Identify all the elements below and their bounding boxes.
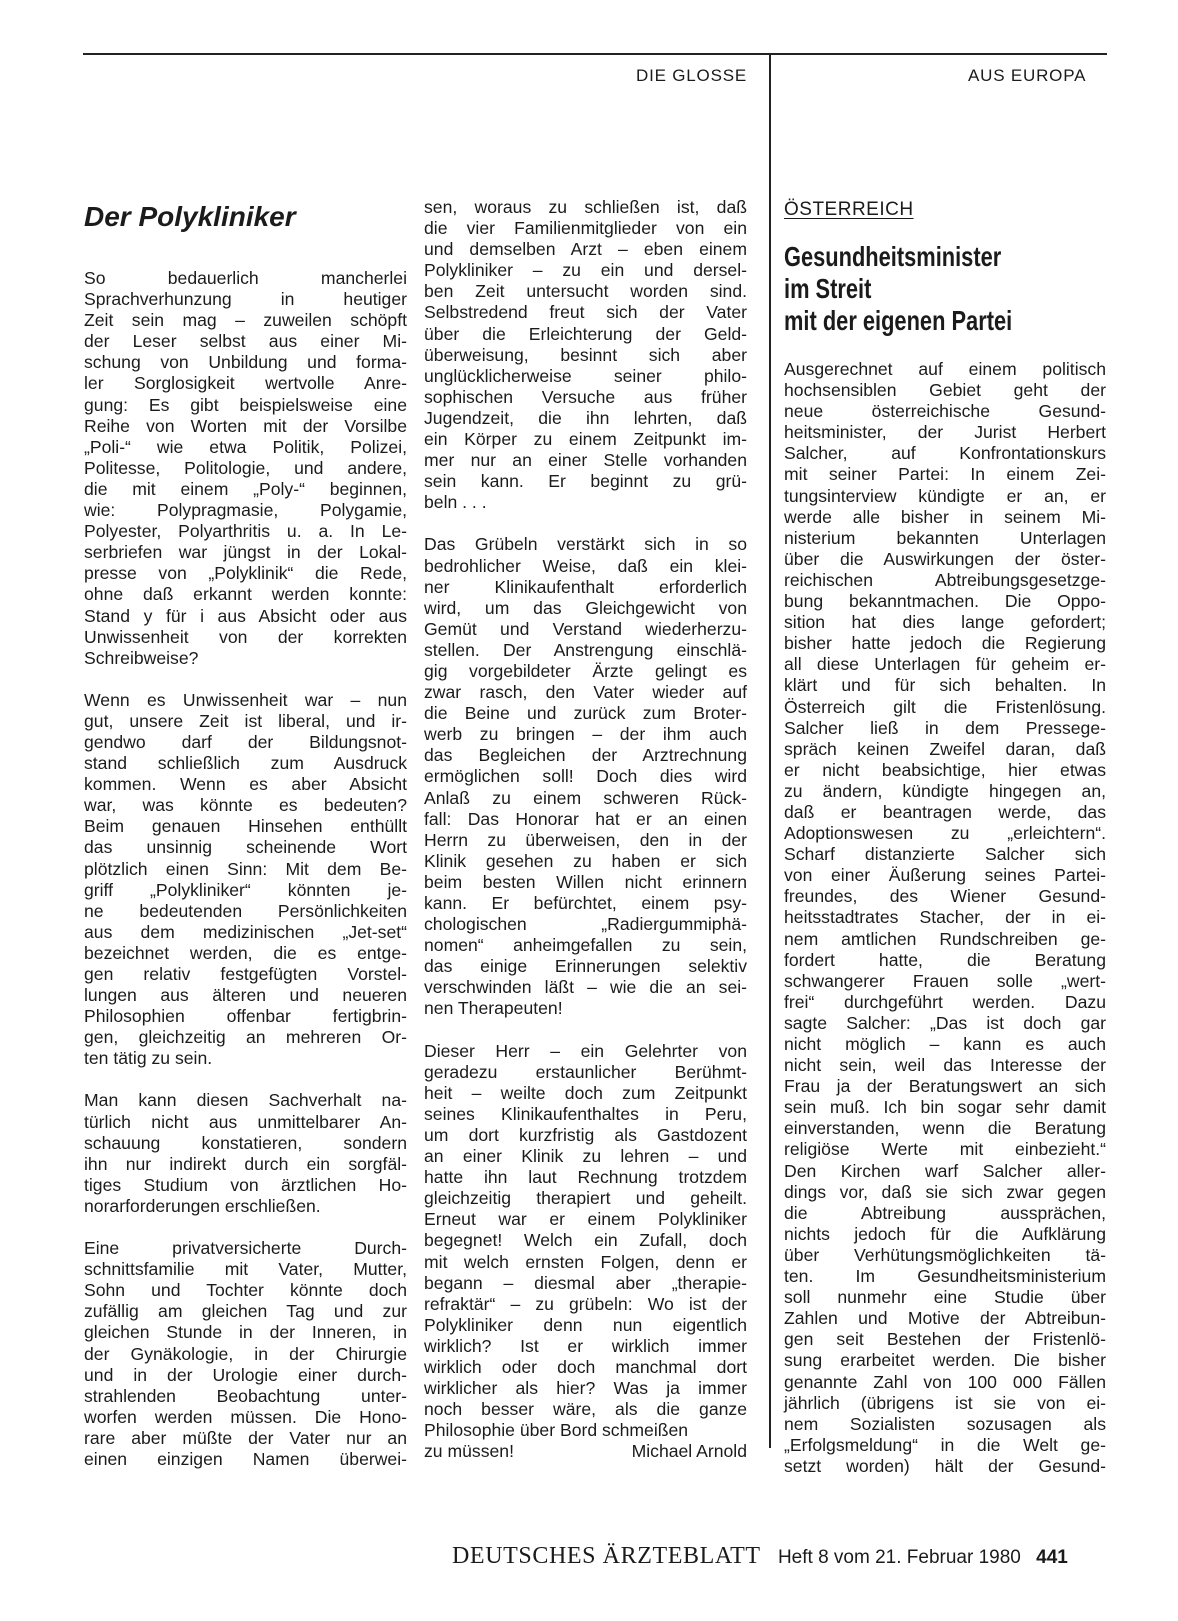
text-line: das Begleichen der Arztrechnung bbox=[424, 745, 747, 766]
text-line: wird, um das Gleichgewicht von bbox=[424, 597, 747, 618]
text-line: die vier Familienmitglieder von ein bbox=[424, 218, 747, 239]
text-line: Selbstredend freut sich der Vater bbox=[424, 302, 747, 323]
text-line: „Poli-“ wie etwa Politik, Polizei, bbox=[84, 436, 407, 457]
text-line: Ausgerechnet auf einem politisch bbox=[784, 359, 1106, 379]
text-line: ten. Im Gesundheitsministerium bbox=[784, 1266, 1106, 1287]
text-line: nicht sein, weil das Interesse der bbox=[784, 1055, 1106, 1076]
text-line: an einer Klinik zu lehren – und bbox=[424, 1146, 747, 1167]
text-line: schauung konstatieren, sondern bbox=[84, 1132, 407, 1153]
text-line: einverstanden, wenn die Beratung bbox=[784, 1118, 1106, 1139]
text-line: ten tätig zu sein. bbox=[84, 1048, 213, 1069]
text-line: der Leser selbst aus einer Mi- bbox=[84, 331, 407, 352]
text-line: hochsensiblen Gebiet geht der bbox=[784, 380, 1106, 401]
text-line: ein Körper zu einem Zeitpunkt im- bbox=[424, 429, 747, 450]
text-line: gleichzeitig therapiert und geheilt. bbox=[424, 1188, 747, 1209]
text-line: Polyester, Polyarthritis u. a. In Le- bbox=[84, 521, 407, 542]
text-line: ben Zeit untersucht worden sind. bbox=[424, 281, 747, 302]
text-line: werb zu bringen – der ihm auch bbox=[424, 724, 747, 745]
text-line: reichischen Abtreibungsgesetzge- bbox=[784, 569, 1106, 590]
text-line: überweisung, besinnt sich aber bbox=[424, 344, 747, 365]
text-line: Unwissenheit von der korrekten bbox=[84, 626, 407, 647]
text-line: stand schließlich zum Ausdruck bbox=[84, 753, 407, 774]
paragraph-gap bbox=[84, 669, 407, 690]
headline-line: im Streit bbox=[784, 273, 872, 304]
paragraph-gap bbox=[424, 1020, 747, 1041]
text-line: von einer Äußerung seines Partei- bbox=[784, 865, 1106, 886]
text-line: Das Grübeln verstärkt sich in so bbox=[424, 534, 747, 555]
closing-line: zu müssen! bbox=[424, 1441, 514, 1462]
text-line: bung bekanntmachen. Die Oppo- bbox=[784, 591, 1106, 612]
text-line: um dort kurzfristig als Gastdozent bbox=[424, 1124, 747, 1145]
page-footer bbox=[452, 1545, 1068, 1569]
text-line: Stand y für i aus Absicht oder aus bbox=[84, 605, 407, 626]
text-line: Frau ja der Beratungswert an sich bbox=[784, 1076, 1106, 1097]
text-line: nen Therapeuten! bbox=[424, 998, 563, 1019]
text-line: Adoptionswesen zu „erleichtern“. bbox=[784, 823, 1106, 844]
text-line: ne bedeutenden Persönlichkeiten bbox=[84, 900, 407, 921]
paragraph-gap bbox=[84, 1217, 407, 1238]
text-line: er nicht beabsichtige, hier etwas bbox=[784, 759, 1106, 780]
text-line: worfen werden müssen. Die Hono- bbox=[84, 1406, 407, 1427]
text-line: unglücklicherweise seiner philo- bbox=[424, 365, 747, 386]
text-line: türlich nicht aus unmittelbarer An- bbox=[84, 1111, 407, 1132]
text-line: sung erarbeitet werden. Die bisher bbox=[784, 1350, 1106, 1371]
text-line: Dieser Herr – ein Gelehrter von bbox=[424, 1040, 747, 1061]
text-line: Man kann diesen Sachverhalt na- bbox=[84, 1090, 407, 1111]
text-line: Salcher ließ in dem Pressege- bbox=[784, 717, 1106, 738]
text-line: über die Erleichterung der Geld- bbox=[424, 323, 747, 344]
europa-column bbox=[784, 359, 1106, 1477]
text-line: beln . . . bbox=[424, 492, 487, 513]
text-line: zwar rasch, den Vater wieder auf bbox=[424, 682, 747, 703]
text-line: tungsinterview kündigte er an, er bbox=[784, 485, 1106, 506]
text-line: ner Klinikaufenthalt erforderlich bbox=[424, 576, 747, 597]
text-line: wirklich oder doch manchmal dort bbox=[424, 1356, 747, 1377]
text-line: Österreich gilt die Fristenlösung. bbox=[784, 696, 1106, 717]
text-line: nem amtlichen Rundschreiben ge- bbox=[784, 928, 1106, 949]
text-line: seines Klinikaufenthaltes in Peru, bbox=[424, 1103, 747, 1124]
glosse-column-2-body bbox=[424, 197, 747, 1441]
text-line: klärt und für sich behalten. In bbox=[784, 675, 1106, 696]
text-line: gen seit Bestehen der Fristenlö- bbox=[784, 1329, 1106, 1350]
text-line: gen relativ festgefügten Vorstel- bbox=[84, 964, 407, 984]
text-line: Wenn es Unwissenheit war – nun bbox=[84, 689, 407, 710]
text-line: Erneut war er einem Polykliniker bbox=[424, 1209, 747, 1230]
text-line: Zahlen und Motive der Abtreibun- bbox=[784, 1308, 1106, 1329]
text-line: setzt worden) hält der Gesund- bbox=[784, 1455, 1106, 1476]
text-line: nomen“ anheimgefallen zu sein, bbox=[424, 935, 747, 956]
text-line: gen, gleichzeitig an mehreren Or- bbox=[84, 1027, 407, 1048]
text-line: zu ändern, kündigte hingegen an, bbox=[784, 780, 1106, 801]
text-line: sein muß. Ich bin sogar sehr damit bbox=[784, 1097, 1106, 1118]
text-line: ler Sorglosigkeit wertvolle Anre- bbox=[84, 373, 407, 394]
text-line: fordert hatte, die Beratung bbox=[784, 949, 1106, 970]
text-line: fall: Das Honorar hat er an einen bbox=[424, 808, 747, 829]
europa-headline bbox=[784, 241, 1041, 337]
text-line: Politesse, Politologie, und andere, bbox=[84, 457, 407, 478]
text-line: begann – diesmal aber „therapie- bbox=[424, 1272, 747, 1293]
text-line: Philosophie über Bord schmeißen bbox=[424, 1420, 689, 1441]
text-line: schung von Unbildung und forma- bbox=[84, 352, 407, 373]
text-line: die Beine und zurück zum Broter- bbox=[424, 703, 747, 724]
glosse-signature-line bbox=[424, 1441, 747, 1462]
text-line: gig vorgebildeter Ärzte gelingt es bbox=[424, 660, 747, 681]
text-line: das unsinnig scheinende Wort bbox=[84, 837, 407, 858]
text-line: gut, unsere Zeit ist liberal, und ir- bbox=[84, 710, 407, 731]
text-line: die mit einem „Poly-“ beginnen, bbox=[84, 478, 407, 499]
text-line: religiöse Werte mit einbezieht.“ bbox=[784, 1139, 1106, 1160]
country-kicker: ÖSTERREICH bbox=[784, 199, 914, 220]
text-line: wie: Polypragmasie, Polygamie, bbox=[84, 500, 407, 521]
text-line: Salcher, auf Konfrontationskurs bbox=[784, 443, 1106, 464]
text-line: strahlenden Beobachtung unter- bbox=[84, 1385, 407, 1406]
text-line: chologischen „Radiergummiphä- bbox=[424, 914, 747, 935]
text-line: Anlaß zu einem schweren Rück- bbox=[424, 787, 747, 808]
text-line: refraktär“ – zu grübeln: Wo ist der bbox=[424, 1293, 747, 1314]
text-line: dings vor, daß sie sich zwar gegen bbox=[784, 1181, 1106, 1202]
text-line: sophischen Versuche aus früher bbox=[424, 386, 747, 407]
text-line: und demselben Arzt – eben einem bbox=[424, 239, 747, 260]
column-divider bbox=[769, 53, 771, 1448]
text-line: sen, woraus zu schließen ist, daß bbox=[424, 197, 747, 217]
text-line: Beim genauen Hinsehen enthüllt bbox=[84, 816, 407, 837]
text-line: war, was könnte es bedeuten? bbox=[84, 795, 407, 816]
text-line: neue österreichische Gesund- bbox=[784, 401, 1106, 422]
text-line: presse von „Polyklinik“ die Rede, bbox=[84, 563, 407, 584]
text-line: beim besten Willen nicht erinnern bbox=[424, 871, 747, 892]
text-line: ermöglichen soll! Doch dies wird bbox=[424, 766, 747, 787]
text-line: nichts jedoch für die Aufklärung bbox=[784, 1223, 1106, 1244]
text-line: Philosophien offenbar fertigbrin- bbox=[84, 1006, 407, 1027]
text-line: bedrohlicher Weise, daß ein klei- bbox=[424, 555, 747, 576]
text-line: begegnet! Welch ein Zufall, doch bbox=[424, 1230, 747, 1251]
text-line: der Gynäkologie, in der Chirurgie bbox=[84, 1343, 407, 1364]
text-line: wirklich? Ist er wirklich immer bbox=[424, 1335, 747, 1356]
text-line: kann. Er befürchtet, einem psy- bbox=[424, 893, 747, 913]
text-line: mit seiner Partei: In einem Zei- bbox=[784, 464, 1106, 485]
text-line: stellen. Der Anstrengung einschlä- bbox=[424, 639, 747, 660]
glosse-column-2 bbox=[424, 197, 747, 1462]
text-line: über Verhütungsmöglichkeiten tä- bbox=[784, 1244, 1106, 1265]
text-line: kommen. Wenn es aber Absicht bbox=[84, 774, 407, 795]
text-line: ohne daß erkannt werden konnte: bbox=[84, 584, 407, 605]
text-line: noch besser wäre, als die ganze bbox=[424, 1399, 747, 1420]
text-line: Gemüt und Verstand wiederherzu- bbox=[424, 618, 747, 639]
text-line: nisterium bekannten Unterlagen bbox=[784, 527, 1106, 548]
text-line: nem Sozialisten sozusagen als bbox=[784, 1413, 1106, 1434]
text-line: sein kann. Er beginnt zu grü- bbox=[424, 471, 747, 492]
text-line: gendwo darf der Bildungsnot- bbox=[84, 731, 407, 752]
text-line: Reihe von Worten mit der Vorsilbe bbox=[84, 415, 407, 436]
text-line: daß er beantragen werde, das bbox=[784, 801, 1106, 822]
text-line: So bedauerlich mancherlei bbox=[84, 268, 407, 288]
text-line: Polykliniker denn nun eigentlich bbox=[424, 1314, 747, 1335]
text-line: soll nunmehr eine Studie über bbox=[784, 1287, 1106, 1308]
text-line: Herrn zu überweisen, den in der bbox=[424, 829, 747, 850]
glosse-column-1 bbox=[84, 268, 407, 1470]
text-line: und in der Urologie einer durch- bbox=[84, 1364, 407, 1385]
text-line: werde alle bisher in seinem Mi- bbox=[784, 506, 1106, 527]
text-line: serbriefen war jüngst in der Lokal- bbox=[84, 542, 407, 563]
text-line: spräch keinen Zweifel daran, daß bbox=[784, 738, 1106, 759]
text-line: genannte Zahl von 100 000 Fällen bbox=[784, 1371, 1106, 1392]
headline-line: Gesundheitsminister bbox=[784, 241, 1002, 272]
text-line: geradezu erstaunlicher Berühmt- bbox=[424, 1061, 747, 1082]
text-line: aus dem medizinischen „Jet-set“ bbox=[84, 921, 407, 942]
issue-info: Heft 8 vom 21. Februar 1980 bbox=[777, 1547, 1021, 1568]
text-line: mit welch ernsten Folgen, denn er bbox=[424, 1251, 747, 1272]
text-line: hatte ihn laut Rechnung trotzdem bbox=[424, 1167, 747, 1188]
author-name: Michael Arnold bbox=[631, 1441, 747, 1462]
text-line: sagte Salcher: „Das ist doch gar bbox=[784, 1012, 1106, 1033]
text-line: zufällig am gleichen Tag und zur bbox=[84, 1301, 407, 1322]
text-line: gleichen Stunde in der Inneren, in bbox=[84, 1322, 407, 1343]
text-line: heitsminister, der Jurist Herbert bbox=[784, 422, 1106, 443]
page-number: 441 bbox=[1036, 1547, 1068, 1568]
text-line: Sohn und Tochter könnte doch bbox=[84, 1280, 407, 1301]
text-line: verschwinden läßt – wie die an sei- bbox=[424, 977, 747, 998]
section-label-glosse: DIE GLOSSE bbox=[636, 66, 747, 85]
text-line: heit – weilte doch zum Zeitpunkt bbox=[424, 1082, 747, 1103]
text-line: die Abtreibung aussprächen, bbox=[784, 1202, 1106, 1223]
top-rule bbox=[83, 53, 1107, 55]
paragraph-gap bbox=[84, 1069, 407, 1090]
text-line: mer nur an einer Stelle vorhanden bbox=[424, 450, 747, 471]
text-line: all diese Unterlagen für geheim er- bbox=[784, 654, 1106, 675]
masthead: DEUTSCHES ÄRZTEBLATT bbox=[452, 1543, 761, 1569]
text-line: ihn nur indirekt durch ein sorgfäl- bbox=[84, 1153, 407, 1174]
text-line: jährlich (übrigens ist sie von ei- bbox=[784, 1392, 1106, 1413]
text-line: gung: Es gibt beispielsweise eine bbox=[84, 394, 407, 415]
text-line: über die Auswirkungen der öster- bbox=[784, 548, 1106, 569]
paragraph-gap bbox=[424, 513, 747, 534]
headline-line: mit der eigenen Partei bbox=[784, 305, 1013, 336]
text-line: Schreibweise? bbox=[84, 647, 199, 668]
glosse-title: Der Polykliniker bbox=[84, 201, 296, 232]
text-line: lungen aus älteren und neueren bbox=[84, 985, 407, 1006]
text-line: wirklicher als hier? Was ja immer bbox=[424, 1378, 747, 1399]
text-line: das einige Erinnerungen selektiv bbox=[424, 956, 747, 977]
text-line: sition hat dies lange gefordert; bbox=[784, 612, 1106, 633]
text-line: einen einzigen Namen überwei- bbox=[84, 1448, 407, 1469]
text-line: bisher hatte jedoch die Regierung bbox=[784, 633, 1106, 654]
text-line: rare aber müßte der Vater nur an bbox=[84, 1427, 407, 1448]
text-line: Jugendzeit, die ihn lehrten, daß bbox=[424, 407, 747, 428]
text-line: schwangerer Frauen solle „wert- bbox=[784, 970, 1106, 991]
text-line: schnittsfamilie mit Vater, Mutter, bbox=[84, 1259, 407, 1280]
text-line: Klinik gesehen zu haben er sich bbox=[424, 850, 747, 871]
text-line: Eine privatversicherte Durch- bbox=[84, 1238, 407, 1259]
text-line: nicht möglich – kann es auch bbox=[784, 1034, 1106, 1054]
text-line: Polykliniker – zu ein und dersel- bbox=[424, 260, 747, 281]
text-line: Sprachverhunzung in heutiger bbox=[84, 289, 407, 310]
text-line: griff „Polykliniker“ könnten je- bbox=[84, 879, 407, 900]
text-line: Scharf distanzierte Salcher sich bbox=[784, 844, 1106, 865]
text-line: bezeichnet werden, die es entge- bbox=[84, 942, 407, 963]
text-line: Den Kirchen warf Salcher aller- bbox=[784, 1160, 1106, 1181]
text-line: norarforderungen erschließen. bbox=[84, 1195, 321, 1216]
section-label-europa: AUS EUROPA bbox=[968, 66, 1087, 85]
text-line: heitsstadtrates Stacher, der in ei- bbox=[784, 907, 1106, 928]
text-line: Zeit sein mag – zuweilen schöpft bbox=[84, 310, 407, 331]
text-line: plötzlich einen Sinn: Mit dem Be- bbox=[84, 858, 407, 879]
text-line: frei“ durchgeführt werden. Dazu bbox=[784, 991, 1106, 1012]
text-line: „Erfolgsmeldung“ in die Welt ge- bbox=[784, 1434, 1106, 1455]
text-line: freundes, des Wiener Gesund- bbox=[784, 886, 1106, 907]
text-line: tiges Studium von ärztlichen Ho- bbox=[84, 1174, 407, 1195]
